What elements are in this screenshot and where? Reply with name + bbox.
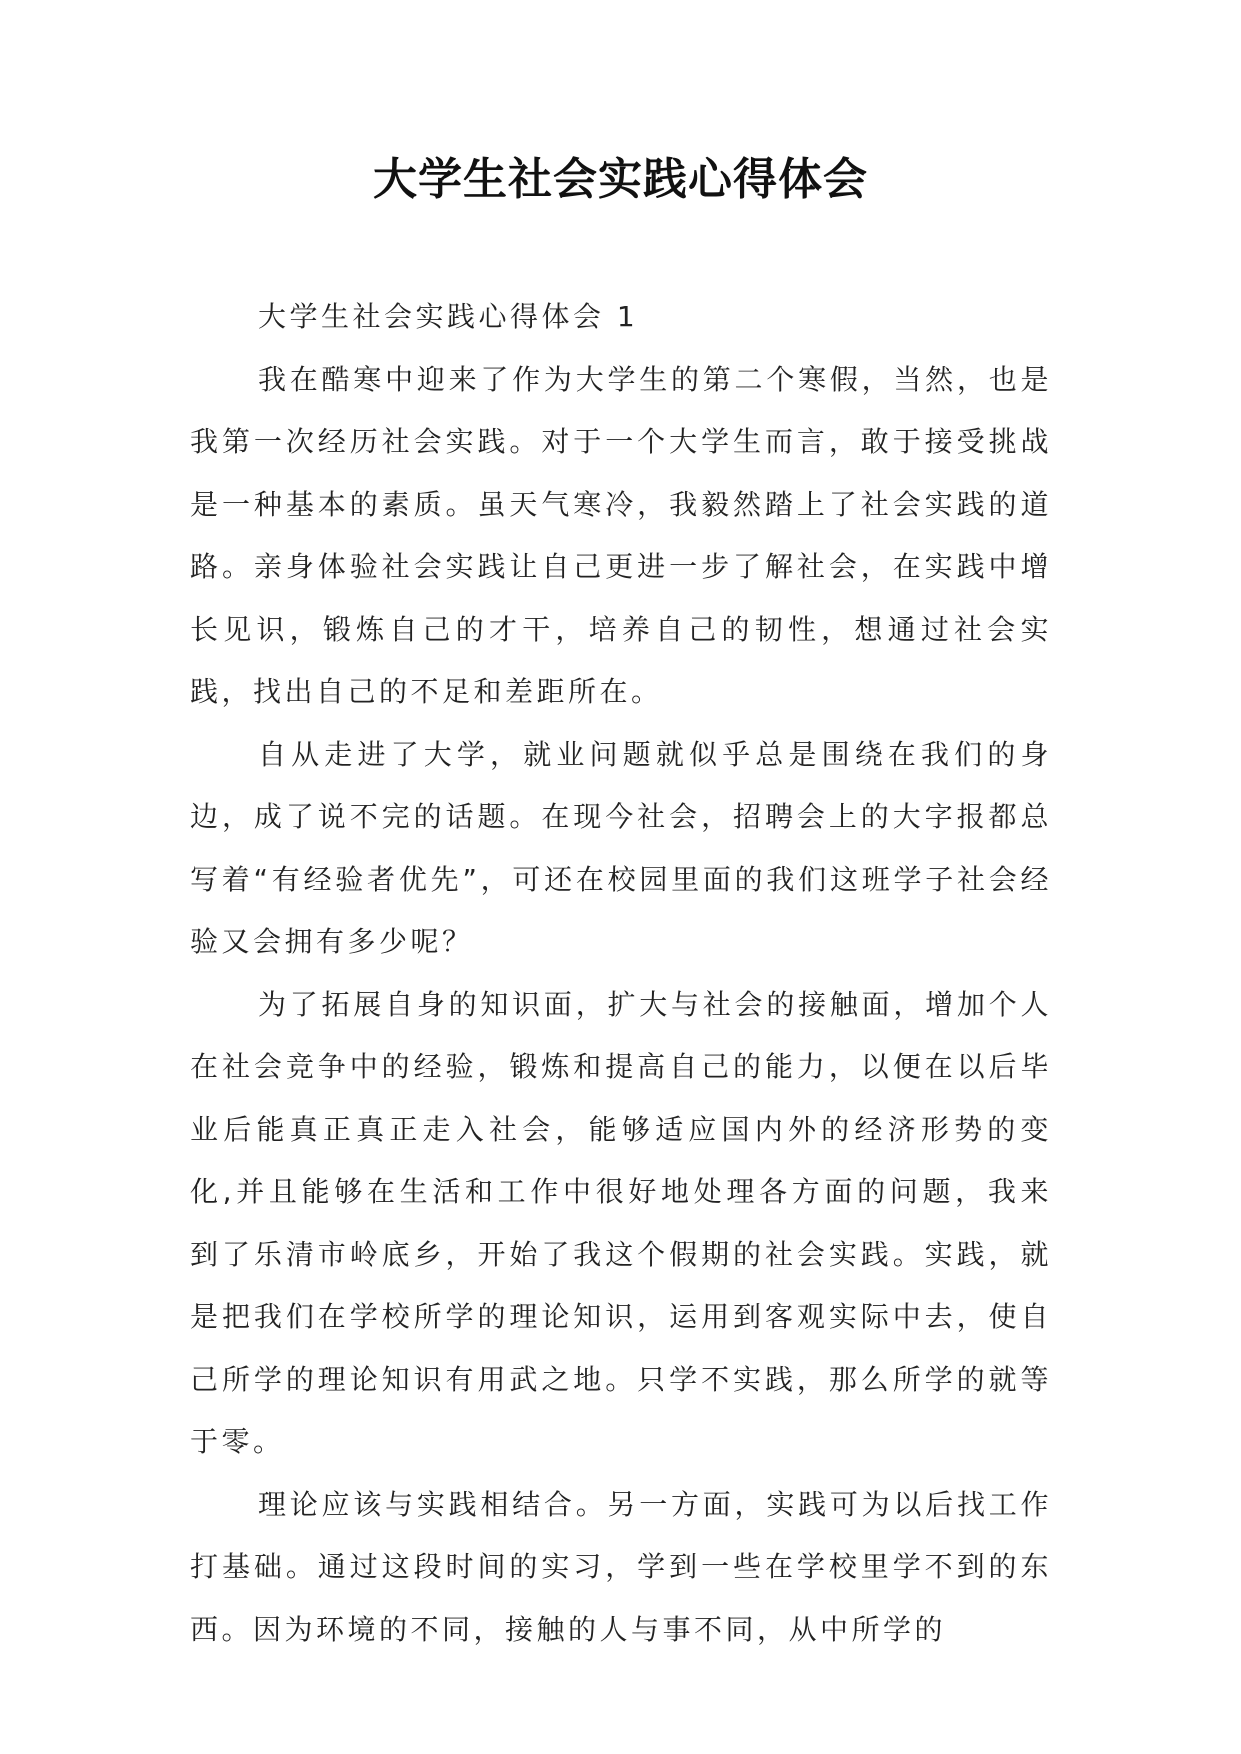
paragraph-3: 为了拓展自身的知识面，扩大与社会的接触面，增加个人在社会竞争中的经验，锻炼和提高自己的能力，以便在以后毕业后能真正真正走入社会，能够适应国内外的经济形势的变化,并且能够在生活和工作中很好地处理各方面的问题，我来到了乐清市岭底乡，开始了我这个假期的社会实践。实践，就是把我们在学校所学的理论知识，运用到客观实际中去，使自己所学的理论知识有用武之地。只学不实践，那么所学的就等于零。 [190,987,1052,1458]
document-title: 大学生社会实践心得体会 [373,154,868,205]
paragraph-1: 我在酷寒中迎来了作为大学生的第二个寒假，当然，也是我第一次经历社会实践。对于一个大学生而言，敢于接受挑战是一种基本的素质。虽天气寒冷，我毅然踏上了社会实践的道路。亲身体验社会实践让自己更进一步了解社会，在实践中增长见识，锻炼自己的才干，培养自己的韧性，想通过社会实践，找出自己的不足和差距所在。 [190,362,1052,708]
document-body [190,286,1052,1661]
section-heading: 大学生社会实践心得体会 1 [258,300,639,333]
paragraph-4: 理论应该与实践相结合。另一方面，实践可为以后找工作打基础。通过这段时间的实习，学到一些在学校里学不到的东西。因为环境的不同，接触的人与事不同，从中所学的 [190,1487,1052,1646]
paragraph-2: 自从走进了大学，就业问题就似乎总是围绕在我们的身边，成了说不完的话题。在现今社会，招聘会上的大字报都总写着“有经验者优先”，可还在校园里面的我们这班学子社会经验又会拥有多少呢？ [190,737,1052,958]
